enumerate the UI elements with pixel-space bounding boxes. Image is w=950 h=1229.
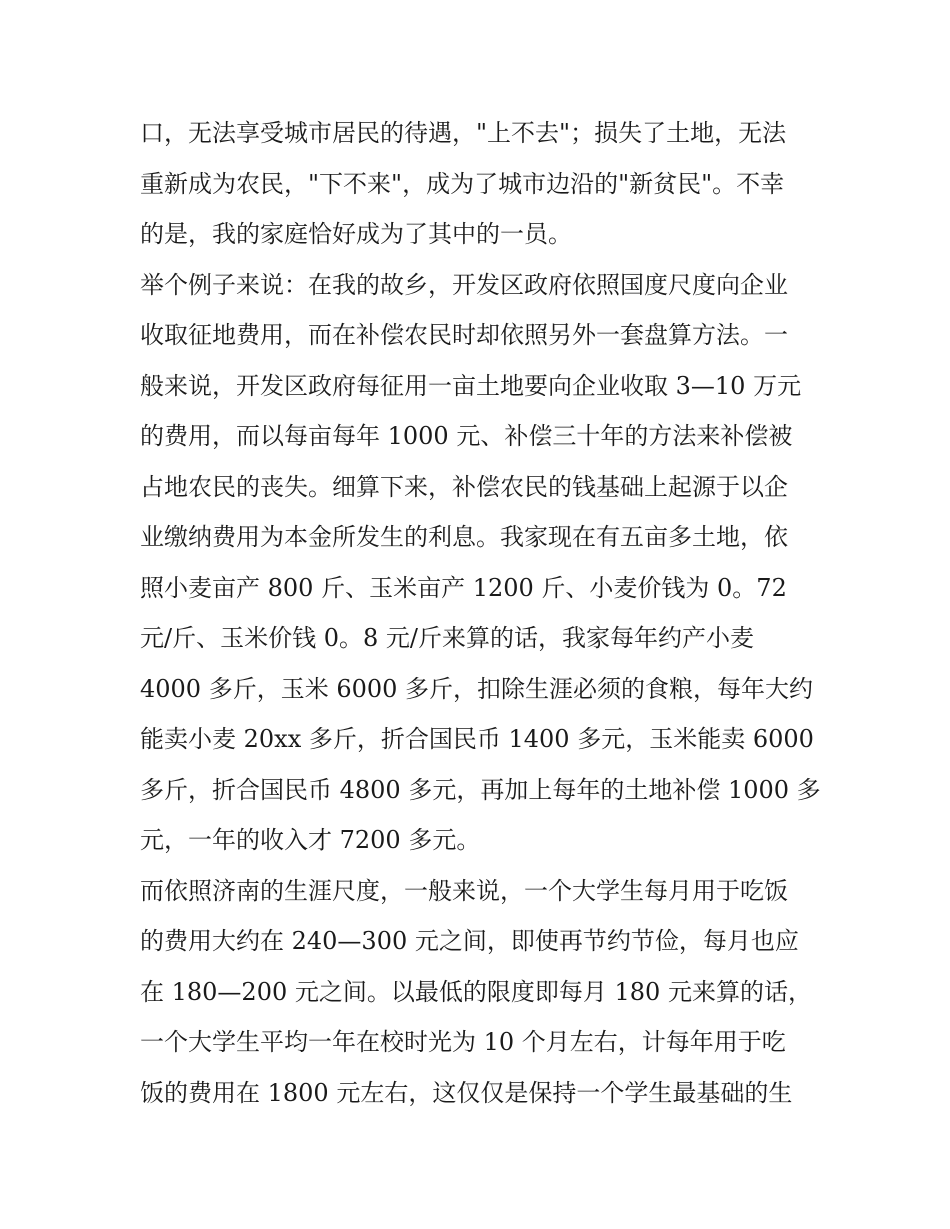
body-text [140, 108, 830, 1118]
text-line: 口，无法享受城市居民的待遇，"上不去"；损失了土地，无法 [140, 119, 787, 147]
text-line: 占地农民的丧失。细算下来，补偿农民的钱基础上起源于以企 [140, 472, 788, 501]
text-line: 照小麦亩产 800 斤、玉米亩产 1200 斤、小麦价钱为 0。72 [140, 573, 787, 602]
text-line: 重新成为农民，"下不来"，成为了城市边沿的"新贫民"。不幸 [140, 169, 785, 198]
text-line: 在 180—200 元之间。以最低的限度即每月 180 元来算的话， [140, 977, 812, 1006]
text-line: 4000 多斤，玉米 6000 多斤，扣除生涯必须的食粮，每年大约 [140, 674, 814, 703]
text-line: 的是，我的家庭恰好成为了其中的一员。 [140, 220, 572, 248]
text-line: 饭的费用在 1800 元左右，这仅仅是保持一个学生最基础的生 [140, 1078, 793, 1107]
text-line: 能卖小麦 20xx 多斤，折合国民币 1400 多元，玉米能卖 6000 [140, 725, 814, 753]
text-line: 收取征地费用，而在补偿农民时却依照另外一套盘算方法。一 [140, 321, 788, 349]
text-line: 元，一年的收入才 7200 多元。 [140, 826, 481, 854]
text-line: 多斤，折合国民币 4800 多元，再加上每年的土地补偿 1000 多 [140, 775, 821, 804]
text-line: 的费用，而以每亩每年 1000 元、补偿三十年的方法来补偿被 [140, 422, 793, 450]
text-line: 一个大学生平均一年在校时光为 10 个月左右，计每年用于吃 [140, 1028, 786, 1056]
text-line: 的费用大约在 240—300 元之间，即使再节约节俭，每月也应 [140, 927, 799, 955]
text-line: 举个例子来说：在我的故乡，开发区政府依照国度尺度向企业 [140, 270, 788, 299]
text-line: 业缴纳费用为本金所发生的利息。我家现在有五亩多土地，依 [140, 523, 788, 551]
text-line: 而依照济南的生涯尺度，一般来说，一个大学生每月用于吃饭 [140, 876, 788, 905]
text-line: 般来说，开发区政府每征用一亩土地要向企业收取 3—10 万元 [140, 371, 802, 400]
text-line: 元/斤、玉米价钱 0。8 元/斤来算的话，我家每年约产小麦 [140, 624, 754, 652]
